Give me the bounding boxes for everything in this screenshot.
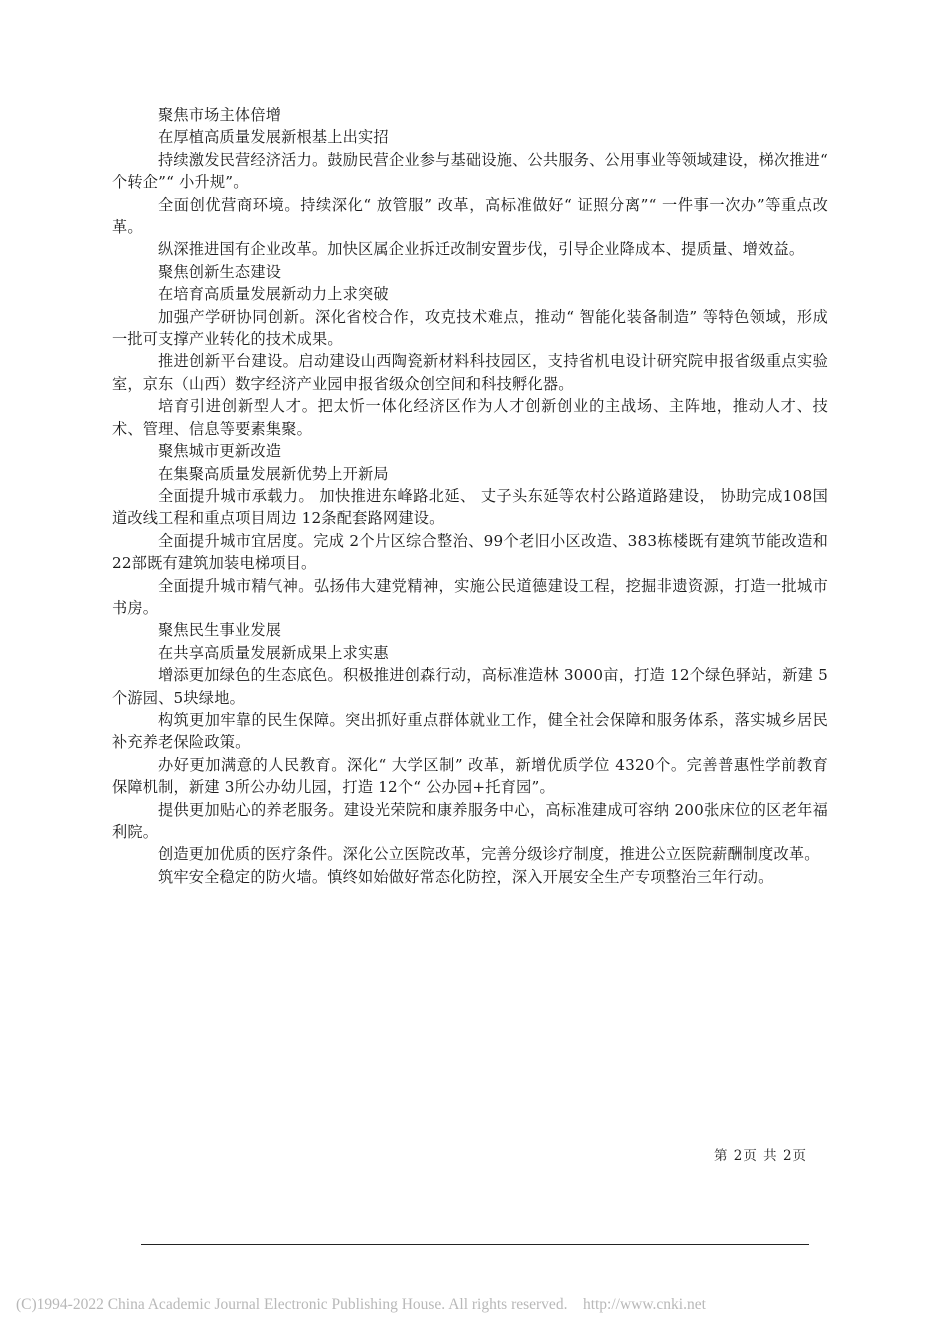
paragraph: 培育引进创新型人才。把太忻一体化经济区作为人才创新创业的主战场、主阵地，推动人才、技术、管理、信息等要素集聚。: [112, 397, 828, 438]
paragraph: 构筑更加牢靠的民生保障。突出抓好重点群体就业工作，健全社会保障和服务体系，落实城乡居民补充养老保险政策。: [112, 710, 828, 752]
section-heading: 聚焦市场主体倍增: [158, 106, 282, 124]
copyright-notice: (C)1994-2022 China Academic Journal Electronic Publishing House. All rights reserved. http://www.cnki.net: [16, 1296, 706, 1313]
document-body: [112, 104, 834, 888]
paragraph: 纵深推进国有企业改革。加快区属企业拆迁改制安置步伐，引导企业降成本、提质量、增效益。: [158, 240, 805, 259]
section-heading: 聚焦民生事业发展: [158, 621, 282, 640]
paragraph: 全面提升城市承载力。 加快推进东峰路北延、 丈子头东延等农村公路道路建设， 协助完成108国道改线工程和重点项目周边 12条配套路网建设。: [112, 486, 828, 528]
section-subheading: 在集聚高质量发展新优势上开新局: [158, 464, 389, 483]
paragraph: 提供更加贴心的养老服务。建设光荣院和康养服务中心，高标准建成可容纳 200张床位的区老年福利院。: [112, 800, 828, 841]
page-number: 第 2页 共 2页: [714, 1148, 808, 1164]
paragraph: 全面创优营商环境。持续深化“ 放管服” 改革，高标准做好“ 证照分离”“ 一件事一次办”等重点改革。: [112, 195, 828, 237]
paragraph: 持续激发民营经济活力。鼓励民营企业参与基础设施、公共服务、公用事业等领域建设，梯次推进“ 个转企”“ 小升规”。: [112, 150, 834, 192]
paragraph: 办好更加满意的人民教育。深化“ 大学区制” 改革，新增优质学位 4320个。完善普惠性学前教育保障机制，新建 3所公办幼儿园，打造 12个“ 公办园+托育园”。: [112, 755, 828, 797]
section-subheading: 在培育高质量发展新动力上求突破: [158, 285, 389, 304]
section-subheading: 在厚植高质量发展新根基上出实招: [158, 128, 389, 147]
section-subheading: 在共享高质量发展新成果上求实惠: [158, 643, 389, 662]
footer-divider: [141, 1244, 809, 1245]
paragraph: 筑牢安全稳定的防火墙。慎终如始做好常态化防控，深入开展安全生产专项整治三年行动。: [158, 867, 774, 886]
paragraph: 全面提升城市精气神。弘扬伟大建党精神，实施公民道德建设工程，挖掘非遗资源，打造一批城市书房。: [112, 576, 828, 617]
section-heading: 聚焦创新生态建设: [158, 262, 282, 281]
paragraph: 加强产学研协同创新。深化省校合作，攻克技术难点，推动“ 智能化装备制造” 等特色领域，形成一批可支撑产业转化的技术成果。: [112, 307, 828, 349]
section-heading: 聚焦城市更新改造: [158, 442, 282, 461]
paragraph: 创造更加优质的医疗条件。深化公立医院改革，完善分级诊疗制度，推进公立医院薪酬制度改革。: [158, 845, 820, 864]
paragraph: 推进创新平台建设。启动建设山西陶瓷新材料科技园区，支持省机电设计研究院申报省级重点实验室，京东（山西）数字经济产业园申报省级众创空间和科技孵化器。: [112, 352, 828, 393]
paragraph: 全面提升城市宜居度。完成 2个片区综合整治、99个老旧小区改造、383栋楼既有建筑节能改造和 22部既有建筑加装电梯项目。: [112, 531, 834, 573]
paragraph: 增添更加绿色的生态底色。积极推进创森行动，高标准造林 3000亩，打造 12个绿色驿站，新建 5个游园、5块绿地。: [112, 666, 828, 707]
